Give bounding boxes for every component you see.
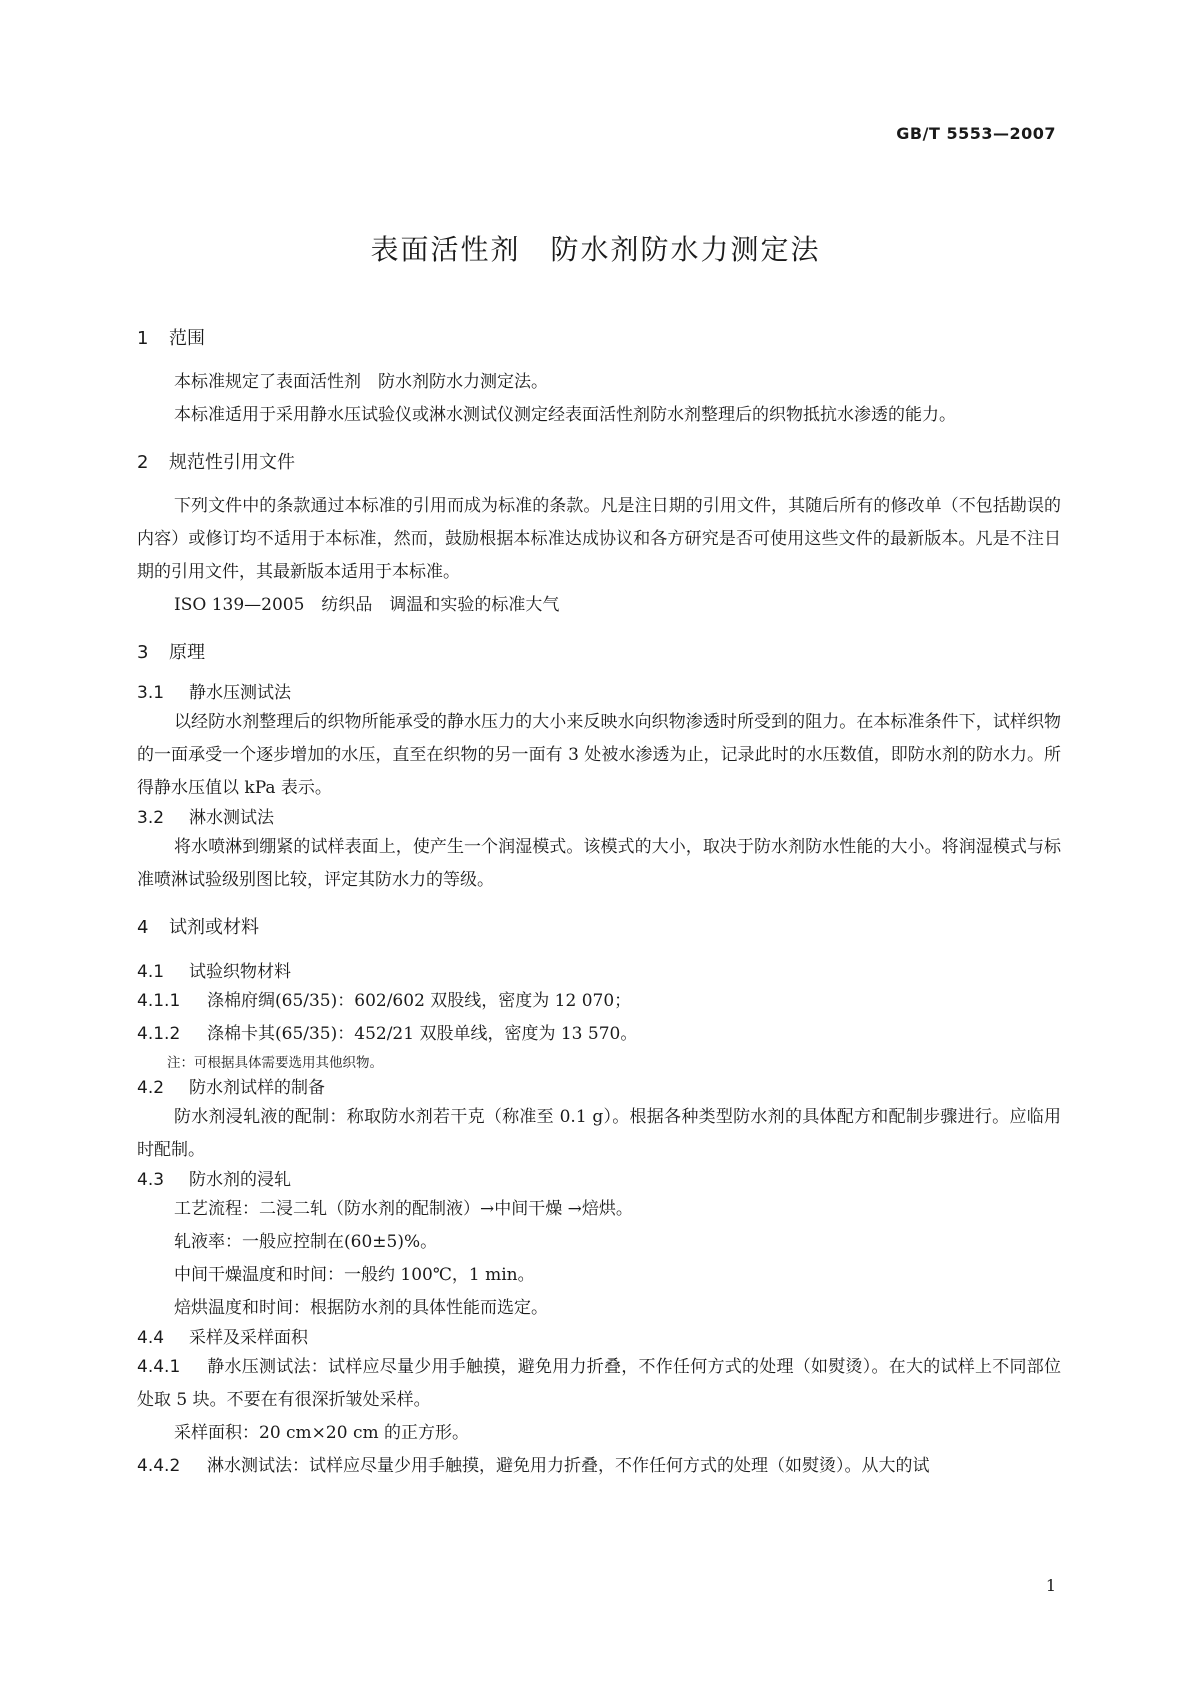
paragraph: 下列文件中的条款通过本标准的引用而成为标准的条款。凡是注日期的引用文件，其随后所有的修改单（不包括勘误的内容）或修订均不适用于本标准，然而，鼓励根据本标准达成协议和各方研究是否可使用这些文件的最新版本。凡是不注日期的引用文件，其最新版本适用于本标准。 xyxy=(137,496,1061,582)
clause-text: 涤棉府绸(65/35)：602/602 双股线，密度为 12 070； xyxy=(207,991,632,1011)
subsection-title: 试验织物材料 xyxy=(189,962,291,982)
paragraph: 以经防水剂整理后的织物所能承受的静水压力的大小来反映水向织物渗透时所受到的阻力。在本标准条件下，试样织物的一面承受一个逐步增加的水压，直至在织物的另一面有 3 处被水渗透为止，记录此时的水压数值，即防水剂的防水力。所得静水压值以 kPa 表示。 xyxy=(137,712,1061,798)
subsection-number: 3.2 xyxy=(137,808,165,828)
subsection-number: 4.4 xyxy=(137,1328,165,1348)
section-2-heading xyxy=(137,450,1061,476)
clause-text: 静水压测试法：试样应尽量少用手触摸，避免用力折叠，不作任何方式的处理（如熨烫）。在大的试样上不同部位处取 5 块。不要在有很深折皱处采样。 xyxy=(137,1357,1061,1410)
section-4-heading xyxy=(137,915,1061,941)
clause-4-4-1 xyxy=(137,1351,1061,1417)
paragraph: 轧液率：一般应控制在(60±5)%。 xyxy=(174,1232,438,1252)
subsection-number: 4.2 xyxy=(137,1078,165,1098)
note: 注：可根据具体需要选用其他织物。 xyxy=(167,1055,383,1071)
paragraph: 将水喷淋到绷紧的试样表面上，使产生一个润湿模式。该模式的大小，取决于防水剂防水性能的大小。将润湿模式与标准喷淋试验级别图比较，评定其防水力的等级。 xyxy=(137,837,1061,890)
document-body xyxy=(137,326,1061,1483)
section-number: 3 xyxy=(137,642,149,663)
subsection-4-4-heading xyxy=(137,1325,1061,1351)
section-number: 2 xyxy=(137,452,149,473)
clause-number: 4.1.2 xyxy=(137,1024,181,1044)
subsection-number: 4.3 xyxy=(137,1170,165,1190)
subsection-3-1-heading xyxy=(137,680,1061,706)
paragraph: 焙烘温度和时间：根据防水剂的具体性能而选定。 xyxy=(174,1298,548,1318)
section-title: 范围 xyxy=(169,328,205,349)
subsection-number: 4.1 xyxy=(137,962,165,982)
subsection-4-1-heading xyxy=(137,959,1061,985)
paragraph: 采样面积：20 cm×20 cm 的正方形。 xyxy=(174,1423,470,1443)
paragraph: 防水剂浸轧液的配制：称取防水剂若干克（称准至 0.1 g）。根据各种类型防水剂的具体配方和配制步骤进行。应临用时配制。 xyxy=(137,1107,1061,1160)
section-number: 4 xyxy=(137,917,149,938)
clause-4-1-1 xyxy=(137,985,1061,1018)
subsection-title: 淋水测试法 xyxy=(189,808,274,828)
subsection-4-2-heading xyxy=(137,1075,1061,1101)
subsection-number: 3.1 xyxy=(137,683,165,703)
paragraph: 本标准规定了表面活性剂 防水剂防水力测定法。 xyxy=(174,372,548,392)
section-number: 1 xyxy=(137,328,149,349)
clause-text: 淋水测试法：试样应尽量少用手触摸，避免用力折叠，不作任何方式的处理（如熨烫）。从大的试 xyxy=(207,1456,930,1476)
clause-4-1-2 xyxy=(137,1018,1061,1051)
clause-number: 4.4.2 xyxy=(137,1456,181,1476)
subsection-title: 防水剂试样的制备 xyxy=(189,1078,325,1098)
section-title: 试剂或材料 xyxy=(169,917,259,938)
page-number: 1 xyxy=(1045,1576,1056,1595)
subsection-3-2-heading xyxy=(137,805,1061,831)
subsection-title: 采样及采样面积 xyxy=(189,1328,308,1348)
section-title: 原理 xyxy=(169,642,205,663)
clause-number: 4.4.1 xyxy=(137,1357,181,1377)
standard-number: GB/T 5553—2007 xyxy=(896,124,1056,143)
document-title: 表面活性剂 防水剂防水力测定法 xyxy=(370,233,821,266)
section-3-heading xyxy=(137,640,1061,666)
paragraph: 中间干燥温度和时间：一般约 100℃，1 min。 xyxy=(174,1265,535,1285)
clause-4-4-2 xyxy=(137,1450,1061,1483)
normative-reference: ISO 139—2005 纺织品 调温和实验的标准大气 xyxy=(174,595,560,615)
paragraph: 本标准适用于采用静水压试验仪或淋水测试仪测定经表面活性剂防水剂整理后的织物抵抗水渗透的能力。 xyxy=(174,405,956,425)
clause-text: 涤棉卡其(65/35)：452/21 双股单线，密度为 13 570。 xyxy=(207,1024,638,1044)
clause-number: 4.1.1 xyxy=(137,991,181,1011)
paragraph: 工艺流程：二浸二轧（防水剂的配制液）→中间干燥 →焙烘。 xyxy=(174,1199,633,1219)
subsection-title: 防水剂的浸轧 xyxy=(189,1170,291,1190)
section-title: 规范性引用文件 xyxy=(169,452,295,473)
section-1-heading xyxy=(137,326,1061,352)
subsection-4-3-heading xyxy=(137,1167,1061,1193)
subsection-title: 静水压测试法 xyxy=(189,683,291,703)
